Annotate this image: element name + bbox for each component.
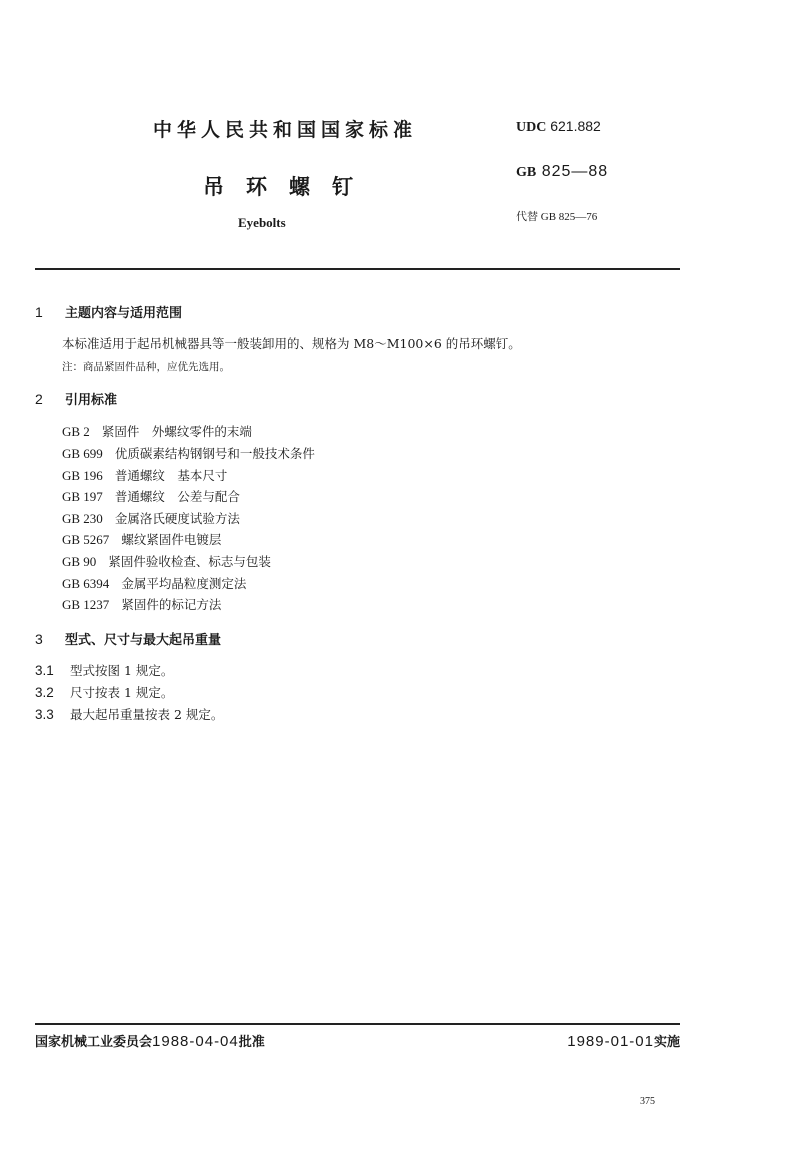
replaces-standard: 代替 GB 825—76 — [516, 211, 598, 223]
reference-code: GB 699 — [62, 446, 103, 461]
reference-code: GB 1237 — [62, 597, 110, 612]
reference-item — [62, 422, 252, 440]
reference-item — [62, 574, 246, 592]
udc-label: UDC — [516, 120, 547, 135]
page-number: 375 — [640, 1096, 655, 1107]
clause-number: 3.2 — [35, 685, 54, 700]
scope-paragraph: 本标准适用于起吊机械器具等一般装卸用的、规格为 M8～M100×6 的吊环螺钉。 — [62, 336, 521, 351]
clause-number: 3.3 — [35, 707, 54, 722]
reference-item — [62, 595, 221, 613]
section-title: 主题内容与适用范围 — [65, 306, 183, 321]
reference-item — [62, 552, 271, 570]
reference-title: 普通螺纹 公差与配合 — [114, 489, 240, 504]
reference-title: 金属平均晶粒度测定法 — [121, 576, 247, 591]
effective-date: 1989-01-01 — [567, 1033, 654, 1050]
approving-body: 国家机械工业委员会 — [35, 1035, 153, 1050]
reference-code: GB 197 — [62, 489, 103, 504]
section-number: 2 — [35, 391, 43, 407]
reference-code: GB 5267 — [62, 532, 110, 547]
clause-text: 最大起吊重量按表 2 规定。 — [70, 707, 224, 722]
effective-line — [567, 1031, 680, 1050]
udc-classification — [516, 118, 601, 136]
clause-item — [35, 705, 223, 723]
udc-value: 621.882 — [550, 118, 601, 134]
section-number: 1 — [35, 304, 43, 320]
reference-code: GB 196 — [62, 468, 103, 483]
header-divider — [35, 268, 680, 270]
section-heading-2 — [35, 389, 117, 408]
section-number: 3 — [35, 631, 43, 647]
document-subtitle: Eyebolts — [238, 215, 286, 230]
approval-line — [35, 1031, 265, 1050]
reference-code: GB 90 — [62, 554, 97, 569]
reference-item — [62, 466, 227, 484]
gb-label: GB — [516, 165, 537, 180]
clause-item — [35, 661, 173, 679]
document-title: 吊环螺钉 — [203, 175, 375, 199]
reference-title: 优质碳素结构钢钢号和一般技术条件 — [114, 446, 315, 461]
footer-divider — [35, 1023, 680, 1025]
reference-title: 螺纹紧固件电镀层 — [121, 532, 222, 547]
reference-title: 紧固件的标记方法 — [121, 597, 222, 612]
reference-code: GB 6394 — [62, 576, 110, 591]
reference-title: 紧固件 外螺纹零件的末端 — [101, 424, 252, 439]
clause-item — [35, 683, 173, 701]
clause-text: 尺寸按表 1 规定。 — [70, 685, 174, 700]
gb-value: 825—88 — [541, 163, 609, 180]
section-heading-1 — [35, 302, 182, 321]
reference-item — [62, 509, 240, 527]
section-title: 引用标准 — [65, 393, 118, 408]
reference-title: 紧固件验收检查、标志与包装 — [108, 554, 271, 569]
reference-item — [62, 530, 221, 548]
reference-item — [62, 444, 315, 462]
section-title: 型式、尺寸与最大起吊重量 — [65, 633, 222, 648]
reference-title: 普通螺纹 基本尺寸 — [114, 468, 228, 483]
reference-code: GB 230 — [62, 511, 103, 526]
section-heading-3 — [35, 629, 221, 648]
reference-code: GB 2 — [62, 424, 90, 439]
approval-suffix: 批准 — [238, 1035, 265, 1050]
approval-date: 1988-04-04 — [152, 1033, 239, 1050]
reference-item — [62, 487, 240, 505]
clause-text: 型式按图 1 规定。 — [70, 663, 174, 678]
clause-number: 3.1 — [35, 663, 54, 678]
gb-standard-number — [516, 163, 608, 181]
effective-suffix: 实施 — [653, 1035, 680, 1050]
scope-note: 注：商品紧固件品种，应优先选用。 — [62, 361, 230, 373]
reference-title: 金属洛氏硬度试验方法 — [114, 511, 240, 526]
standard-title: 中华人民共和国国家标准 — [153, 119, 418, 141]
